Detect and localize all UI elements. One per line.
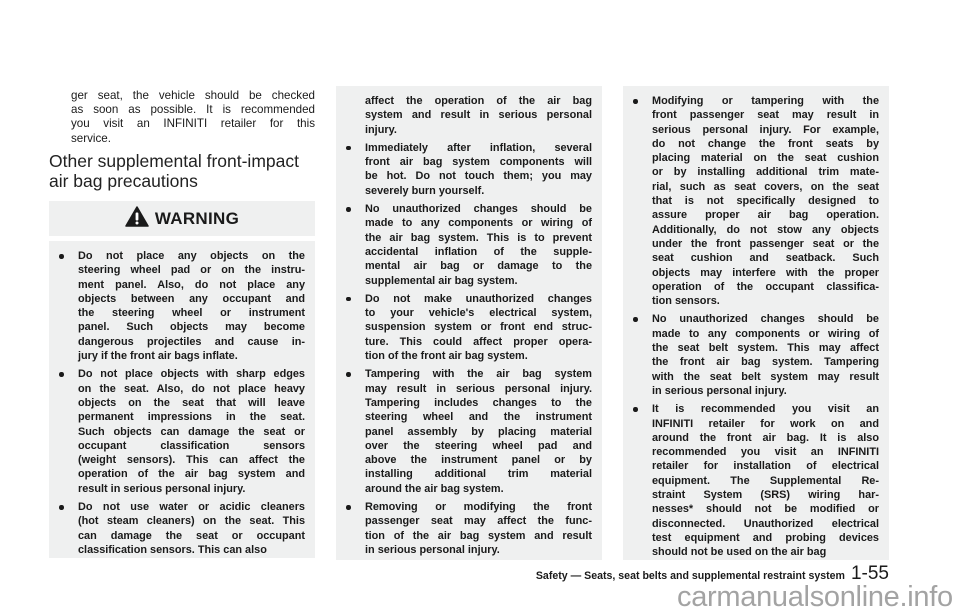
warning-column-1 bbox=[49, 241, 315, 558]
bullet-icon bbox=[346, 146, 351, 151]
warning-bullet-item bbox=[49, 500, 315, 557]
section-heading bbox=[49, 151, 299, 191]
text-line: Modifying or tampering with the bbox=[652, 95, 879, 107]
warning-continued-text bbox=[336, 94, 602, 137]
warning-bullet-item bbox=[49, 249, 315, 363]
text-line: or by installing additional trim mate- bbox=[652, 166, 879, 179]
text-line: Additionally, do not stow any objects bbox=[652, 223, 879, 236]
warning-bullet-item bbox=[336, 141, 602, 198]
text-line: accidental inflation of the supple- bbox=[365, 245, 592, 258]
text-line: disconnected. Unauthorized electrical bbox=[652, 517, 879, 530]
text-line: over the steering wheel pad and bbox=[365, 439, 592, 452]
bullet-icon bbox=[346, 207, 351, 212]
text-line: passenger seat may affect the func- bbox=[365, 515, 592, 528]
warning-bullet-item bbox=[336, 292, 602, 363]
text-line: objects may interfere with the proper bbox=[652, 266, 879, 279]
text-line: serious personal injury. For example, bbox=[652, 123, 879, 136]
text-line: test equipment and probing devices bbox=[652, 531, 879, 544]
text-line: Tampering includes changes to the bbox=[365, 396, 592, 409]
warning-bullet-item bbox=[623, 94, 889, 308]
warning-column-3 bbox=[623, 86, 889, 560]
text-line: do not change the front seats by bbox=[652, 137, 879, 150]
footer-section-title: Safety — Seats, seat belts and supplemental restraint system bbox=[535, 570, 845, 582]
bullet-icon bbox=[633, 317, 638, 322]
text-line: Do not place objects with sharp edges bbox=[78, 368, 305, 381]
text-line: severely burn yourself. bbox=[365, 184, 485, 197]
intro-line: you visit an INFINITI retailer for this bbox=[71, 117, 315, 131]
warning-bullet-item bbox=[336, 202, 602, 288]
text-line: the air bag system. This is to prevent bbox=[365, 231, 592, 244]
text-line: supplemental air bag system. bbox=[365, 274, 518, 287]
text-line: assure proper air bag operation. bbox=[652, 209, 879, 222]
text-line: No unauthorized changes should be bbox=[652, 313, 879, 326]
text-line: may result in serious personal injury. bbox=[365, 382, 592, 395]
text-line: around the front air bag. It is also bbox=[652, 431, 879, 444]
text-line: rial, such as seat covers, on the seat bbox=[652, 180, 879, 193]
intro-line: as soon as possible. It is recommended bbox=[71, 103, 315, 117]
text-line: tion of the front air bag system. bbox=[365, 350, 528, 363]
text-line: above the instrument panel or by bbox=[365, 454, 592, 467]
text-line: ment panel. Also, do not place any bbox=[78, 278, 305, 291]
warning-label: WARNING bbox=[154, 208, 240, 228]
text-line: suspension system or front end struc- bbox=[365, 321, 592, 334]
bullet-icon bbox=[59, 254, 64, 259]
text-line: Such objects can damage the seat or bbox=[78, 425, 305, 438]
bullet-icon bbox=[633, 99, 638, 104]
text-line: permanent impressions in the seat. bbox=[78, 411, 305, 424]
bullet-icon bbox=[346, 372, 351, 377]
text-line: nesses* should not be modified or bbox=[652, 503, 879, 516]
text-line: tion of the air bag system and result bbox=[365, 529, 592, 542]
intro-line: ger seat, the vehicle should be checked bbox=[71, 89, 315, 102]
text-line: injury. bbox=[365, 123, 397, 136]
text-line: made to any components or wiring of bbox=[652, 327, 879, 340]
text-line: panel. Such objects may become bbox=[78, 321, 305, 334]
intro-line: service. bbox=[71, 131, 111, 145]
warning-bullet-item bbox=[49, 367, 315, 496]
text-line: Do not make unauthorized changes bbox=[365, 292, 592, 305]
warning-bullet-item bbox=[623, 402, 889, 559]
text-line: Do not place any objects on the bbox=[78, 250, 305, 262]
text-line: equipment. The Supplemental Re- bbox=[652, 474, 879, 487]
intro-paragraph bbox=[71, 89, 315, 146]
text-line: mental air bag or damage to the bbox=[365, 260, 592, 273]
text-line: in serious personal injury. bbox=[652, 384, 787, 397]
text-line: be hot. Do not touch them; you may bbox=[365, 170, 592, 183]
text-line: to your vehicle's electrical system, bbox=[365, 307, 592, 320]
warning-header bbox=[49, 201, 315, 236]
text-line: in serious personal injury. bbox=[365, 543, 500, 556]
text-line: the steering wheel or instrument bbox=[78, 307, 305, 320]
bullet-icon bbox=[633, 407, 638, 412]
text-line: placing material on the seat cushion bbox=[652, 152, 879, 165]
text-line: under the front passenger seat or the bbox=[652, 237, 879, 250]
text-line: Do not use water or acidic cleaners bbox=[78, 501, 305, 514]
text-line: affect the operation of the air bag bbox=[365, 95, 592, 107]
text-line: classification sensors. This can also bbox=[78, 543, 267, 556]
text-line: front air bag system components will bbox=[365, 156, 592, 169]
heading-line: air bag precautions bbox=[49, 171, 198, 191]
text-line: dangerous projectiles and cause in- bbox=[78, 335, 305, 348]
text-line: recommended you visit an INFINITI bbox=[652, 446, 879, 459]
bullet-icon bbox=[346, 505, 351, 510]
text-line: (weight sensors). This can affect the bbox=[78, 454, 305, 467]
heading-line: Other supplemental front-impact bbox=[49, 151, 299, 171]
bullet-icon bbox=[59, 372, 64, 377]
warning-triangle-icon bbox=[125, 206, 149, 232]
text-line: operation of the occupant classifica- bbox=[652, 280, 879, 293]
text-line: steering wheel and the instrument bbox=[365, 411, 592, 424]
bullet-icon bbox=[59, 505, 64, 510]
text-line: tion sensors. bbox=[652, 295, 720, 308]
text-line: with the seat belt system may result bbox=[652, 370, 879, 383]
text-line: ture. This could affect proper opera- bbox=[365, 335, 592, 348]
text-line: jury if the front air bags inflate. bbox=[78, 350, 238, 363]
warning-column-2 bbox=[336, 86, 602, 560]
text-line: steering wheel pad or on the instru- bbox=[78, 264, 305, 277]
text-line: around the air bag system. bbox=[365, 482, 504, 495]
text-line: (hot steam cleaners) on the seat. This bbox=[78, 515, 305, 528]
text-line: seat cushion and seatback. Such bbox=[652, 252, 879, 265]
text-line: INFINITI retailer for work on and bbox=[652, 417, 879, 430]
text-line: the front air bag system. Tampering bbox=[652, 356, 879, 369]
text-line: panel assembly by placing material bbox=[365, 425, 592, 438]
text-line: on the seat. Also, do not place heavy bbox=[78, 382, 305, 395]
text-line: that is not specifically designed to bbox=[652, 195, 879, 208]
text-line: objects between any occupant and bbox=[78, 292, 305, 305]
text-line: straint System (SRS) wiring har- bbox=[652, 489, 879, 502]
text-line: Removing or modifying the front bbox=[365, 501, 592, 514]
text-line: installing additional trim material bbox=[365, 468, 592, 481]
text-line: system and result in serious personal bbox=[365, 109, 592, 122]
text-line: front passenger seat may result in bbox=[652, 109, 879, 122]
text-line: operation of the air bag system and bbox=[78, 468, 305, 481]
text-line: occupant classification sensors bbox=[78, 439, 305, 452]
text-line: can damage the seat or occupant bbox=[78, 529, 305, 542]
text-line: objects on the seat that will leave bbox=[78, 396, 305, 409]
warning-bullet-item bbox=[623, 312, 889, 398]
text-line: result in serious personal injury. bbox=[78, 482, 246, 495]
page-number: 1-55 bbox=[850, 563, 889, 584]
text-line: made to any components or wiring of bbox=[365, 217, 592, 230]
text-line: Immediately after inflation, several bbox=[365, 141, 592, 154]
watermark: carmanualsonline.info bbox=[677, 581, 953, 613]
warning-bullet-item bbox=[336, 367, 602, 496]
bullet-icon bbox=[346, 297, 351, 302]
text-line: should not be used on the air bag bbox=[652, 546, 827, 559]
text-line: retailer for installation of electrical bbox=[652, 460, 879, 473]
warning-bullet-item bbox=[336, 500, 602, 557]
text-line: the seat belt system. This may affect bbox=[652, 342, 879, 355]
text-line: No unauthorized changes should be bbox=[365, 203, 592, 216]
text-line: It is recommended you visit an bbox=[652, 403, 879, 416]
text-line: Tampering with the air bag system bbox=[365, 368, 592, 381]
